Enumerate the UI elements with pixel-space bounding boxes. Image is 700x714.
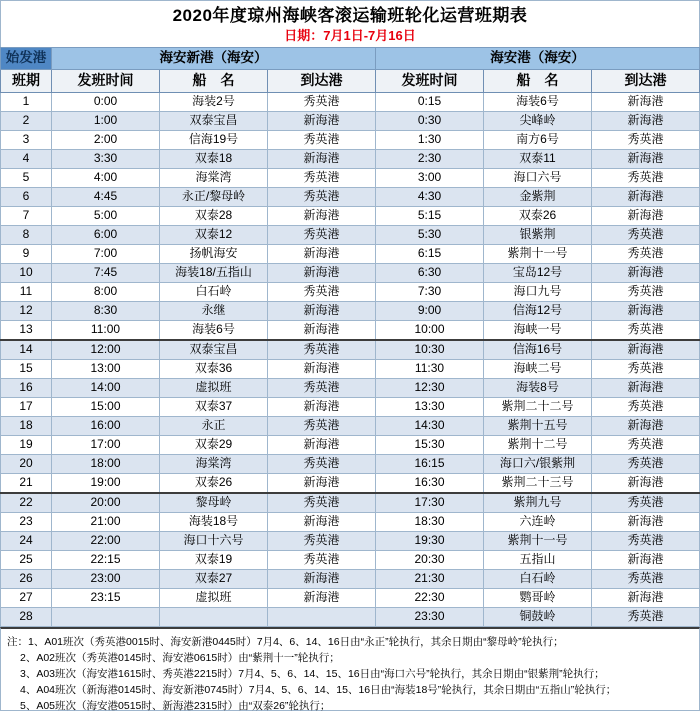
cell-ship-right: 鹦哥岭 — [484, 588, 592, 607]
cell-ship-left: 白石岭 — [160, 282, 268, 301]
cell-depart-left: 13:00 — [52, 359, 160, 378]
cell-arrive-left: 秀英港 — [268, 378, 376, 397]
table-row[interactable] — [1, 206, 700, 225]
cell-ship-right: 海峡二号 — [484, 359, 592, 378]
cell-arrive-left: 秀英港 — [268, 454, 376, 473]
cell-depart-right: 5:30 — [376, 225, 484, 244]
cell-no: 16 — [1, 378, 52, 397]
cell-ship-right: 海口六号 — [484, 168, 592, 187]
cell-arrive-left: 新海港 — [268, 149, 376, 168]
cell-arrive-right: 新海港 — [592, 550, 700, 569]
cell-ship-right: 海口六/银紫荆 — [484, 454, 592, 473]
cell-ship-left — [160, 607, 268, 626]
cell-depart-right: 19:30 — [376, 531, 484, 550]
cell-arrive-right: 秀英港 — [592, 168, 700, 187]
cell-depart-right: 12:30 — [376, 378, 484, 397]
cell-arrive-right: 秀英港 — [592, 225, 700, 244]
table-row[interactable] — [1, 607, 700, 626]
table-row[interactable] — [1, 301, 700, 320]
cell-ship-right: 六连岭 — [484, 512, 592, 531]
cell-ship-left: 双泰26 — [160, 473, 268, 493]
cell-ship-right: 紫荆十一号 — [484, 244, 592, 263]
cell-arrive-left: 秀英港 — [268, 493, 376, 513]
cell-depart-right: 6:30 — [376, 263, 484, 282]
cell-arrive-left: 秀英港 — [268, 340, 376, 360]
origin-port-label: 始发港 — [1, 47, 52, 69]
cell-depart-left: 0:00 — [52, 92, 160, 111]
table-row[interactable] — [1, 359, 700, 378]
cell-arrive-right: 新海港 — [592, 149, 700, 168]
cell-no: 20 — [1, 454, 52, 473]
cell-ship-right: 信海12号 — [484, 301, 592, 320]
cell-no: 18 — [1, 416, 52, 435]
cell-arrive-left: 秀英港 — [268, 550, 376, 569]
cell-ship-left: 海口十六号 — [160, 531, 268, 550]
footnotes-block — [0, 627, 700, 711]
cell-arrive-left — [268, 607, 376, 626]
cell-arrive-right: 新海港 — [592, 111, 700, 130]
cell-depart-right: 10:30 — [376, 340, 484, 360]
cell-ship-left: 海装2号 — [160, 92, 268, 111]
cell-arrive-right: 新海港 — [592, 512, 700, 531]
cell-ship-right: 海装6号 — [484, 92, 592, 111]
cell-depart-right: 6:15 — [376, 244, 484, 263]
cell-ship-right: 海装8号 — [484, 378, 592, 397]
cell-arrive-right: 新海港 — [592, 187, 700, 206]
table-row[interactable] — [1, 149, 700, 168]
table-row[interactable] — [1, 244, 700, 263]
cell-ship-right: 白石岭 — [484, 569, 592, 588]
cell-arrive-left: 新海港 — [268, 244, 376, 263]
cell-ship-left: 双泰37 — [160, 397, 268, 416]
title-block — [0, 0, 700, 47]
cell-depart-left: 2:00 — [52, 130, 160, 149]
cell-ship-right: 双泰26 — [484, 206, 592, 225]
column-header-row — [1, 69, 700, 92]
footnote-line: 注：1、A01班次（秀英港0015时、海安新港0445时）7月4、6、14、16日由“永正”轮执行，其余日期由“黎母岭”轮执行； — [7, 635, 564, 648]
cell-ship-right: 铜鼓岭 — [484, 607, 592, 626]
cell-depart-left: 6:00 — [52, 225, 160, 244]
cell-arrive-right: 新海港 — [592, 340, 700, 360]
table-row[interactable] — [1, 493, 700, 513]
table-body — [1, 47, 700, 626]
ferry-schedule-table — [0, 47, 700, 627]
cell-depart-left: 4:00 — [52, 168, 160, 187]
cell-ship-left: 双泰29 — [160, 435, 268, 454]
cell-arrive-left: 新海港 — [268, 569, 376, 588]
cell-depart-right: 7:30 — [376, 282, 484, 301]
cell-depart-left: 14:00 — [52, 378, 160, 397]
cell-ship-right: 尖峰岭 — [484, 111, 592, 130]
footnote-line: 4、A04班次（新海港0145时、海安新港0745时）7月4、5、6、14、15、16日由“海装18号”轮执行，其余日期由“五指山”轮执行； — [20, 683, 617, 696]
cell-arrive-left: 秀英港 — [268, 130, 376, 149]
cell-depart-left: 3:30 — [52, 149, 160, 168]
table-row[interactable] — [1, 588, 700, 607]
cell-arrive-left: 秀英港 — [268, 531, 376, 550]
cell-depart-right: 3:00 — [376, 168, 484, 187]
table-row[interactable] — [1, 111, 700, 130]
cell-depart-right: 0:15 — [376, 92, 484, 111]
cell-ship-left: 扬帆海安 — [160, 244, 268, 263]
cell-no: 21 — [1, 473, 52, 493]
cell-depart-right: 22:30 — [376, 588, 484, 607]
table-row[interactable] — [1, 187, 700, 206]
cell-no: 11 — [1, 282, 52, 301]
cell-ship-right: 五指山 — [484, 550, 592, 569]
cell-ship-right: 紫荆十五号 — [484, 416, 592, 435]
cell-arrive-left: 秀英港 — [268, 282, 376, 301]
cell-ship-left: 海装18号 — [160, 512, 268, 531]
cell-no: 9 — [1, 244, 52, 263]
cell-ship-left: 永继 — [160, 301, 268, 320]
cell-no: 6 — [1, 187, 52, 206]
col-header-no: 班期 — [1, 69, 52, 92]
cell-depart-right: 5:15 — [376, 206, 484, 225]
cell-ship-left: 海装18/五指山 — [160, 263, 268, 282]
cell-depart-left: 18:00 — [52, 454, 160, 473]
cell-depart-left: 4:45 — [52, 187, 160, 206]
cell-arrive-left: 秀英港 — [268, 168, 376, 187]
footnote-line: 3、A03班次（海安港1615时、秀英港2215时）7月4、5、6、14、15、16日由“海口六号”轮执行，其余日期由“银紫荆”轮执行； — [20, 667, 605, 680]
cell-arrive-left: 秀英港 — [268, 225, 376, 244]
cell-arrive-left: 新海港 — [268, 301, 376, 320]
cell-depart-right: 20:30 — [376, 550, 484, 569]
cell-depart-right: 1:30 — [376, 130, 484, 149]
cell-ship-left: 虚拟班 — [160, 378, 268, 397]
cell-arrive-left: 新海港 — [268, 588, 376, 607]
col-header-arrive-left: 到达港 — [268, 69, 376, 92]
cell-depart-right: 14:30 — [376, 416, 484, 435]
cell-ship-left: 双泰27 — [160, 569, 268, 588]
cell-arrive-right: 秀英港 — [592, 320, 700, 340]
cell-depart-right: 21:30 — [376, 569, 484, 588]
cell-arrive-right: 秀英港 — [592, 359, 700, 378]
date-range-label: 日期：7月1日-7月16日 — [284, 28, 416, 44]
table-row[interactable] — [1, 416, 700, 435]
cell-no: 2 — [1, 111, 52, 130]
cell-no: 17 — [1, 397, 52, 416]
cell-depart-right: 4:30 — [376, 187, 484, 206]
cell-ship-right: 紫荆二十二号 — [484, 397, 592, 416]
table-row[interactable] — [1, 340, 700, 360]
cell-no: 1 — [1, 92, 52, 111]
cell-ship-right: 海峡一号 — [484, 320, 592, 340]
page-title: 2020年度琼州海峡客滚运输班轮化运营班期表 — [172, 6, 528, 25]
table-row[interactable] — [1, 473, 700, 493]
cell-no: 15 — [1, 359, 52, 378]
cell-depart-left: 19:00 — [52, 473, 160, 493]
cell-arrive-right: 新海港 — [592, 416, 700, 435]
cell-depart-right: 23:30 — [376, 607, 484, 626]
cell-ship-right: 双泰11 — [484, 149, 592, 168]
table-row[interactable] — [1, 168, 700, 187]
cell-arrive-right: 新海港 — [592, 588, 700, 607]
cell-arrive-left: 新海港 — [268, 206, 376, 225]
cell-no: 13 — [1, 320, 52, 340]
cell-depart-right: 15:30 — [376, 435, 484, 454]
table-row[interactable] — [1, 550, 700, 569]
table-row[interactable] — [1, 435, 700, 454]
cell-ship-right: 南方6号 — [484, 130, 592, 149]
cell-ship-right: 紫荆十二号 — [484, 435, 592, 454]
cell-no: 12 — [1, 301, 52, 320]
table-row[interactable] — [1, 320, 700, 340]
left-port-header: 海安新港（海安） — [52, 47, 376, 69]
cell-no: 5 — [1, 168, 52, 187]
cell-depart-left: 7:45 — [52, 263, 160, 282]
table-row[interactable] — [1, 130, 700, 149]
cell-arrive-right: 秀英港 — [592, 531, 700, 550]
cell-arrive-right: 秀英港 — [592, 454, 700, 473]
cell-arrive-left: 新海港 — [268, 397, 376, 416]
cell-depart-right: 13:30 — [376, 397, 484, 416]
cell-no: 14 — [1, 340, 52, 360]
cell-depart-left: 1:00 — [52, 111, 160, 130]
cell-depart-right: 2:30 — [376, 149, 484, 168]
cell-no: 4 — [1, 149, 52, 168]
cell-depart-left: 8:00 — [52, 282, 160, 301]
cell-no: 26 — [1, 569, 52, 588]
cell-arrive-right: 秀英港 — [592, 397, 700, 416]
cell-ship-right: 紫荆十一号 — [484, 531, 592, 550]
table-row[interactable] — [1, 92, 700, 111]
cell-ship-right: 金紫荆 — [484, 187, 592, 206]
cell-arrive-left: 新海港 — [268, 512, 376, 531]
cell-no: 10 — [1, 263, 52, 282]
cell-depart-right: 16:15 — [376, 454, 484, 473]
cell-ship-left: 双泰12 — [160, 225, 268, 244]
cell-ship-left: 双泰18 — [160, 149, 268, 168]
col-header-depart-right: 发班时间 — [376, 69, 484, 92]
footnote-line: 5、A05班次（海安港0515时、新海港2315时）由“双泰26”轮执行； — [20, 699, 331, 712]
cell-depart-left: 20:00 — [52, 493, 160, 513]
cell-ship-left: 黎母岭 — [160, 493, 268, 513]
cell-depart-right: 16:30 — [376, 473, 484, 493]
cell-depart-right: 18:30 — [376, 512, 484, 531]
cell-ship-left: 双泰宝昌 — [160, 111, 268, 130]
cell-ship-left: 永正 — [160, 416, 268, 435]
cell-arrive-right: 秀英港 — [592, 244, 700, 263]
cell-depart-left: 22:15 — [52, 550, 160, 569]
col-header-arrive-right: 到达港 — [592, 69, 700, 92]
col-header-ship-left: 船 名 — [160, 69, 268, 92]
cell-depart-left: 7:00 — [52, 244, 160, 263]
cell-no: 24 — [1, 531, 52, 550]
table-row[interactable] — [1, 531, 700, 550]
cell-depart-right: 0:30 — [376, 111, 484, 130]
cell-ship-left: 双泰19 — [160, 550, 268, 569]
cell-arrive-left: 秀英港 — [268, 92, 376, 111]
cell-no: 28 — [1, 607, 52, 626]
cell-no: 7 — [1, 206, 52, 225]
cell-ship-right: 紫荆九号 — [484, 493, 592, 513]
cell-depart-left: 23:00 — [52, 569, 160, 588]
cell-ship-left: 海棠湾 — [160, 454, 268, 473]
cell-arrive-left: 新海港 — [268, 320, 376, 340]
cell-depart-left — [52, 607, 160, 626]
cell-arrive-right: 秀英港 — [592, 282, 700, 301]
cell-arrive-left: 新海港 — [268, 435, 376, 454]
cell-depart-right: 11:30 — [376, 359, 484, 378]
cell-ship-left: 双泰28 — [160, 206, 268, 225]
cell-arrive-right: 秀英港 — [592, 493, 700, 513]
cell-arrive-right: 秀英港 — [592, 607, 700, 626]
cell-ship-left: 海棠湾 — [160, 168, 268, 187]
port-header-row — [1, 47, 700, 69]
cell-ship-left: 虚拟班 — [160, 588, 268, 607]
cell-depart-left: 8:30 — [52, 301, 160, 320]
table-row[interactable] — [1, 397, 700, 416]
cell-arrive-left: 秀英港 — [268, 416, 376, 435]
cell-no: 27 — [1, 588, 52, 607]
table-row[interactable] — [1, 454, 700, 473]
cell-no: 23 — [1, 512, 52, 531]
cell-depart-left: 16:00 — [52, 416, 160, 435]
table-row[interactable] — [1, 282, 700, 301]
col-header-ship-right: 船 名 — [484, 69, 592, 92]
cell-arrive-right: 秀英港 — [592, 435, 700, 454]
cell-ship-left: 双泰宝昌 — [160, 340, 268, 360]
table-row[interactable] — [1, 263, 700, 282]
cell-depart-left: 22:00 — [52, 531, 160, 550]
cell-arrive-left: 秀英港 — [268, 187, 376, 206]
cell-depart-left: 11:00 — [52, 320, 160, 340]
cell-no: 19 — [1, 435, 52, 454]
cell-arrive-right: 秀英港 — [592, 130, 700, 149]
table-row[interactable] — [1, 569, 700, 588]
cell-depart-left: 17:00 — [52, 435, 160, 454]
cell-arrive-left: 新海港 — [268, 359, 376, 378]
cell-ship-right: 信海16号 — [484, 340, 592, 360]
right-port-header: 海安港（海安） — [376, 47, 700, 69]
cell-depart-right: 10:00 — [376, 320, 484, 340]
cell-arrive-right: 新海港 — [592, 378, 700, 397]
table-row[interactable] — [1, 512, 700, 531]
cell-depart-left: 5:00 — [52, 206, 160, 225]
cell-arrive-right: 新海港 — [592, 301, 700, 320]
cell-ship-right: 海口九号 — [484, 282, 592, 301]
col-header-depart-left: 发班时间 — [52, 69, 160, 92]
cell-depart-right: 17:30 — [376, 493, 484, 513]
cell-ship-left: 永正/黎母岭 — [160, 187, 268, 206]
cell-arrive-right: 新海港 — [592, 92, 700, 111]
cell-depart-right: 9:00 — [376, 301, 484, 320]
cell-arrive-left: 新海港 — [268, 111, 376, 130]
cell-depart-left: 23:15 — [52, 588, 160, 607]
cell-ship-left: 海装6号 — [160, 320, 268, 340]
footnote-line: 2、A02班次（秀英港0145时、海安港0615时）由“紫荆十一”轮执行； — [20, 651, 340, 664]
cell-arrive-right: 新海港 — [592, 206, 700, 225]
cell-no: 25 — [1, 550, 52, 569]
cell-ship-left: 信海19号 — [160, 130, 268, 149]
table-row[interactable] — [1, 378, 700, 397]
cell-arrive-right: 秀英港 — [592, 569, 700, 588]
cell-depart-left: 21:00 — [52, 512, 160, 531]
cell-arrive-left: 新海港 — [268, 263, 376, 282]
cell-ship-right: 宝岛12号 — [484, 263, 592, 282]
cell-no: 3 — [1, 130, 52, 149]
cell-no: 8 — [1, 225, 52, 244]
cell-depart-left: 12:00 — [52, 340, 160, 360]
cell-no: 22 — [1, 493, 52, 513]
table-row[interactable] — [1, 225, 700, 244]
cell-ship-right: 银紫荆 — [484, 225, 592, 244]
cell-arrive-right: 新海港 — [592, 473, 700, 493]
cell-arrive-left: 新海港 — [268, 473, 376, 493]
cell-arrive-right: 新海港 — [592, 263, 700, 282]
cell-ship-right: 紫荆二十三号 — [484, 473, 592, 493]
cell-ship-left: 双泰36 — [160, 359, 268, 378]
cell-depart-left: 15:00 — [52, 397, 160, 416]
